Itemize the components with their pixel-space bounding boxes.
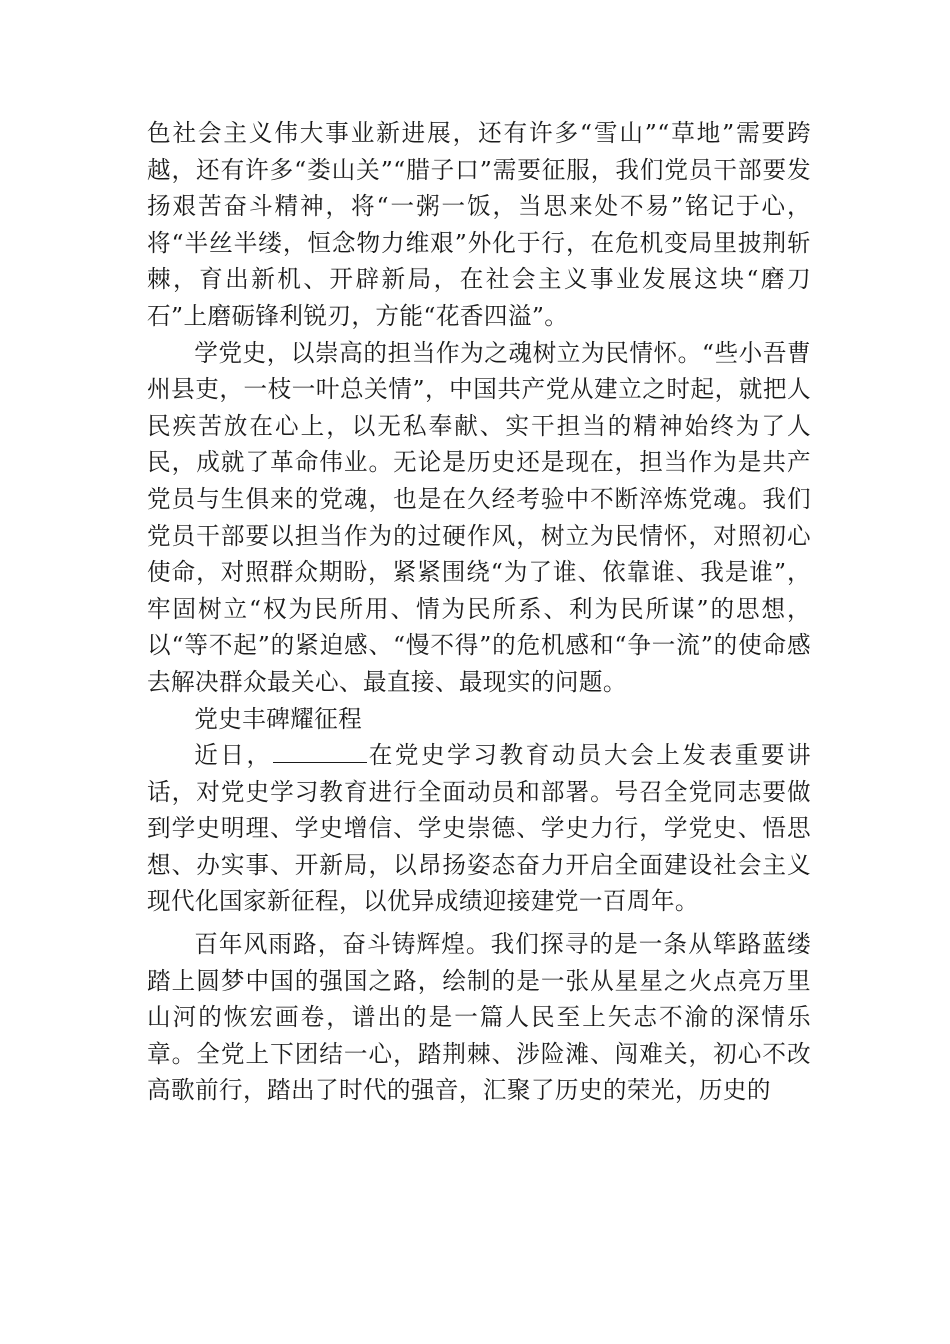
paragraph-recent-meeting bbox=[147, 737, 811, 920]
name-blank bbox=[273, 742, 367, 763]
document-page bbox=[147, 115, 811, 1109]
paragraph-continued: 色社会主义伟大事业新进展，还有许多“雪山”“草地”需要跨越，还有许多“娄山关”“腊子口”需要征服，我们党员干部要发扬艰苦奋斗精神，将“一粥一饭，当思来处不易”铭记于心，将“半丝半缕，恒念物力维艰”外化于行，在危机变局里披荆斩棘，育出新机、开辟新局，在社会主义事业发展这块“磨刀石”上磨砺锋利锐刃，方能“花香四溢”。 bbox=[147, 119, 811, 330]
paragraph-recent-meeting-lead: 近日， bbox=[194, 741, 273, 770]
paragraph-century-journey: 百年风雨路，奋斗铸辉煌。我们探寻的是一条从筚路蓝缕踏上圆梦中国的强国之路，绘制的是一张从星星之火点亮万里山河的恢宏画卷，谱出的是一篇人民至上矢志不渝的深情乐章。全党上下团结一心，踏荆棘、涉险滩、闯难关，初心不改高歌前行，踏出了时代的强音，汇聚了历史的荣光，历史的 bbox=[147, 930, 811, 1105]
paragraph-party-history-responsibility: 学党史，以崇高的担当作为之魂树立为民情怀。“些小吾曹州县吏，一枝一叶总关情”，中国共产党从建立之时起，就把人民疾苦放在心上，以无私奉献、实干担当的精神始终为了人民，成就了革命伟业。无论是历史还是现在，担当作为是共产党员与生俱来的党魂，也是在久经考验中不断淬炼党魂。我们党员干部要以担当作为的过硬作风，树立为民情怀，对照初心使命，对照群众期盼，紧紧围绕“为了谁、依靠谁、我是谁”，牢固树立“权为民所用、情为民所系、利为民所谋”的思想，以“等不起”的紧迫感、“慢不得”的危机感和“争一流”的使命感去解决群众最关心、最直接、最现实的问题。 bbox=[147, 338, 811, 696]
section-heading: 党史丰碑耀征程 bbox=[194, 704, 363, 733]
paragraph-recent-meeting-body: 在党史学习教育动员大会上发表重要讲话，对党史学习教育进行全面动员和部署。号召全党同志要做到学史明理、学史增信、学史崇德、学史力行，学党史、悟思想、办实事、开新局，以昂扬姿态奋力开启全面建设社会主义现代化国家新征程，以优异成绩迎接建党一百周年。 bbox=[147, 741, 811, 916]
